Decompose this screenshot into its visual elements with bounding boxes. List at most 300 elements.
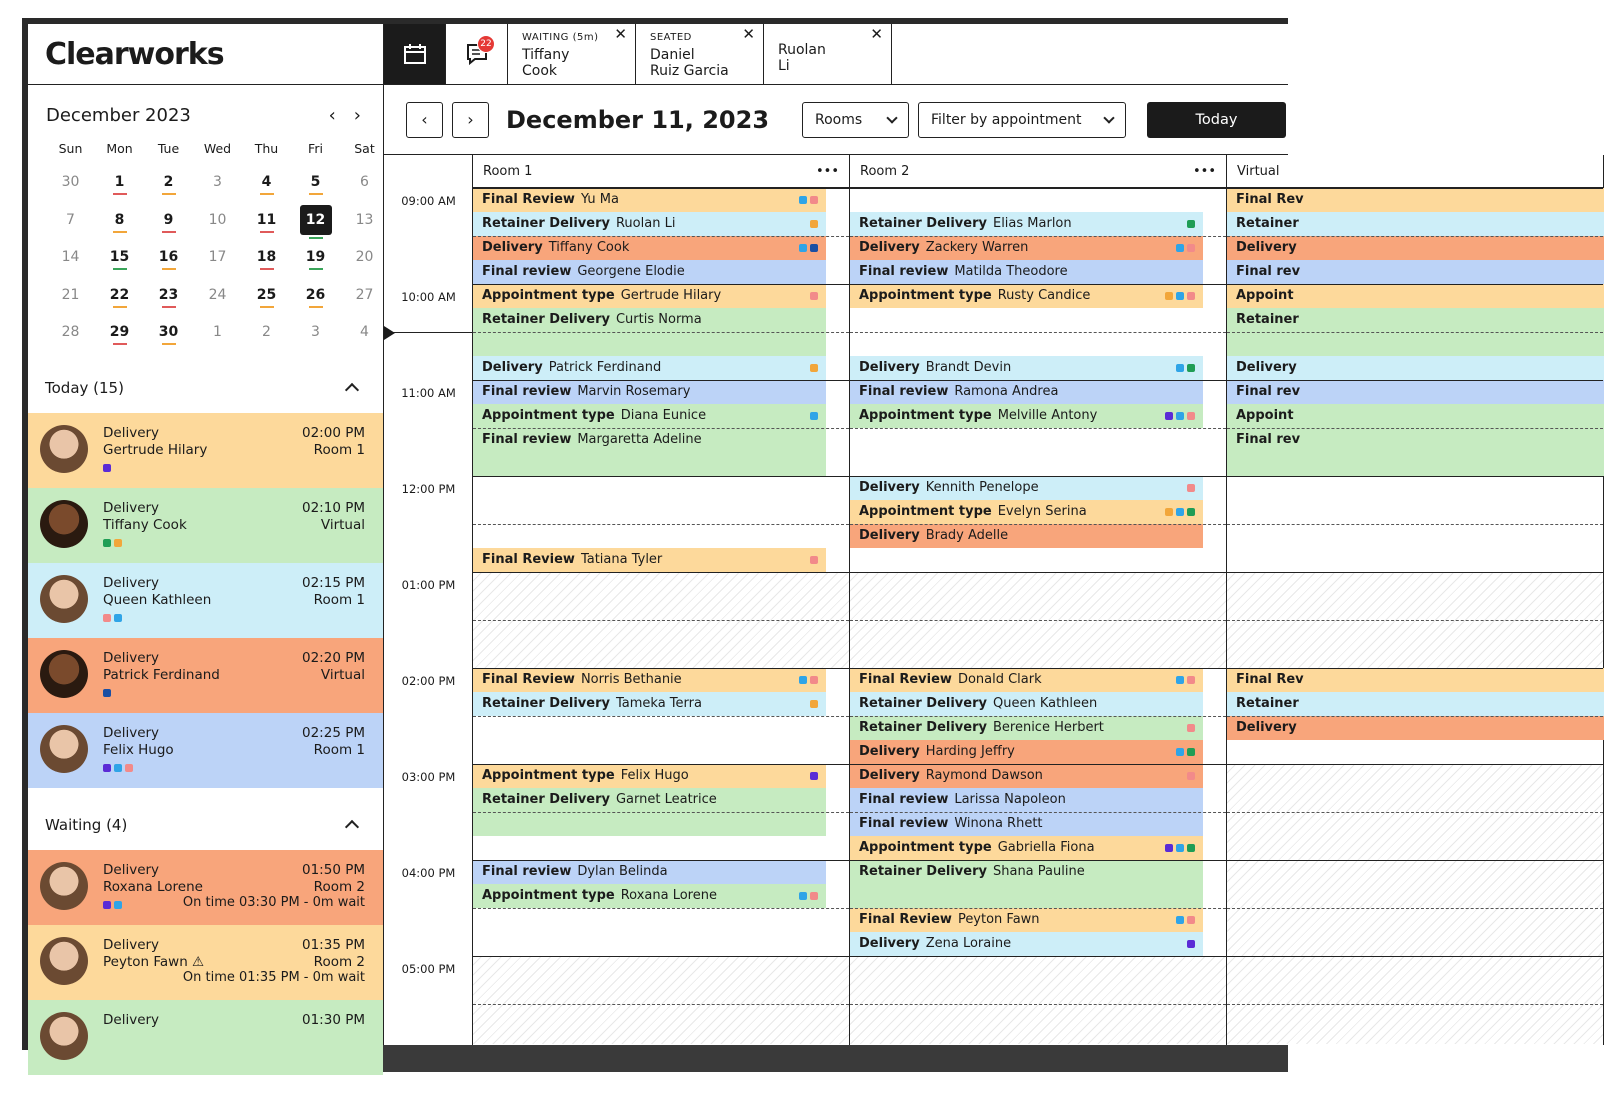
today-section-header[interactable] (28, 363, 383, 413)
appointment-patient: Matilda Theodore (954, 264, 1068, 279)
appointment-type: Final rev (1236, 384, 1301, 399)
calendar-day[interactable] (144, 205, 193, 243)
brand-logo: Clearworks (28, 24, 383, 85)
hour-line (1227, 572, 1603, 573)
appointment-block[interactable] (850, 740, 1203, 764)
appointment-block[interactable] (850, 788, 1203, 812)
calendar-day[interactable] (242, 242, 291, 280)
calendar-day[interactable] (193, 167, 242, 205)
appointment-block[interactable] (473, 380, 826, 404)
calendar-day[interactable] (193, 317, 242, 355)
calendar-day[interactable] (144, 280, 193, 318)
tag-dot (799, 196, 807, 204)
appointment-block[interactable] (1227, 284, 1604, 308)
appointment-block[interactable] (850, 236, 1203, 260)
patient-name: Queen Kathleen (103, 591, 212, 608)
appointment-block[interactable] (850, 836, 1203, 860)
calendar-day-selected[interactable] (291, 205, 340, 243)
prev-day-button[interactable]: ‹ (406, 102, 443, 138)
calendar-day-number: 22 (109, 286, 130, 303)
appointment-block[interactable] (850, 812, 1203, 836)
calendar-day[interactable] (291, 167, 340, 205)
appointment-type: Delivery (859, 768, 920, 783)
day-indicator (162, 193, 176, 195)
more-icon[interactable]: ••• (815, 163, 839, 179)
day-indicator (260, 193, 274, 195)
hour-line (473, 956, 849, 957)
tag-dots (1187, 940, 1195, 948)
calendar-day[interactable] (242, 280, 291, 318)
appointment-block[interactable] (473, 404, 826, 428)
day-indicator (162, 268, 176, 270)
tag-dot (1187, 748, 1195, 756)
day-of-week-label: Mon (106, 141, 133, 156)
appointment-type: Delivery (859, 240, 920, 255)
calendar-day-number: 21 (61, 286, 80, 303)
appointment-block[interactable] (1227, 236, 1604, 260)
patient-tab[interactable] (636, 24, 764, 84)
hour-line (1227, 476, 1603, 477)
today-button[interactable]: Today (1147, 102, 1286, 138)
rooms-select[interactable] (802, 102, 909, 138)
appointment-block[interactable] (850, 716, 1203, 740)
tab-name-line1: Ruolan (778, 42, 826, 58)
avatar (40, 725, 88, 773)
chevron-up-icon[interactable] (345, 383, 359, 397)
hour-line (1227, 284, 1603, 285)
half-hour-line (850, 716, 1226, 717)
half-hour-line (850, 1004, 1226, 1005)
day-indicator (260, 268, 274, 270)
close-icon[interactable]: ✕ (614, 25, 627, 43)
appointment-type: Final review (859, 384, 949, 399)
day-indicator (162, 343, 176, 345)
appointment-block[interactable] (850, 260, 1203, 284)
appointment-patient: Brady Adelle (925, 528, 1009, 543)
appointment-block[interactable] (850, 764, 1203, 788)
appointment-card[interactable] (28, 488, 383, 563)
appointment-patient: Shana Pauline (992, 864, 1085, 879)
hour-line (473, 188, 849, 189)
tag-dot (810, 772, 818, 780)
appointment-meta (302, 1012, 365, 1029)
chevron-up-icon[interactable] (345, 820, 359, 834)
calendar-day[interactable] (242, 317, 291, 355)
appointment-block[interactable] (850, 860, 1203, 908)
appointment-type: Appointment type (859, 504, 992, 519)
calendar-day[interactable] (46, 317, 95, 355)
patient-tab[interactable] (508, 24, 636, 84)
half-hour-line (1227, 1004, 1603, 1005)
day-indicator (309, 193, 323, 195)
half-hour-line (1227, 908, 1603, 909)
appointment-block[interactable] (473, 548, 826, 572)
appointment-type: Retainer (1236, 312, 1299, 327)
appointment-patient: Melville Antony (997, 408, 1098, 423)
appointment-block[interactable] (473, 356, 826, 380)
half-hour-line (473, 812, 849, 813)
appointment-block[interactable] (850, 356, 1203, 380)
appointment-block[interactable] (850, 284, 1203, 308)
tag-dot (810, 292, 818, 300)
tag-dots (799, 196, 818, 204)
time-label: 01:00 PM (401, 578, 456, 592)
avatar (40, 937, 88, 985)
day-of-week-label: Thu (254, 141, 279, 156)
mini-calendar (28, 85, 383, 355)
appointment-card[interactable] (28, 563, 383, 638)
tag-dots (810, 364, 818, 372)
close-icon[interactable]: ✕ (742, 25, 755, 43)
room-name: Room 2 (860, 163, 910, 179)
calendar-view-button[interactable] (384, 24, 446, 84)
tab-name-line1: Daniel (650, 47, 695, 63)
appointment-block[interactable] (473, 692, 826, 716)
tag-dots (1165, 508, 1195, 516)
appointment-room: Room 1 (313, 741, 365, 758)
calendar-day-number: 8 (114, 211, 125, 228)
appointment-type: Delivery (1236, 720, 1297, 735)
time-label: 03:00 PM (401, 770, 456, 784)
appointment-room: Room 1 (313, 441, 365, 458)
tag-dot (103, 614, 111, 622)
patient-tab[interactable] (764, 24, 892, 84)
day-indicator (113, 268, 127, 270)
calendar-day[interactable] (291, 317, 340, 355)
calendar-day[interactable] (291, 280, 340, 318)
tag-dots (799, 244, 818, 252)
appointment-meta (302, 725, 365, 759)
appointment-patient: Brandt Devin (925, 360, 1012, 375)
tag-dot (103, 539, 111, 547)
appointment-block[interactable] (1227, 212, 1604, 236)
appointment-time: 02:15 PM (302, 574, 365, 591)
appointment-block[interactable] (850, 212, 1203, 236)
tag-dot (810, 892, 818, 900)
appointment-block[interactable] (473, 860, 826, 884)
mini-calendar-next-button[interactable]: › (353, 104, 361, 126)
calendar-day[interactable] (291, 242, 340, 280)
appointment-block[interactable] (473, 428, 826, 476)
appointment-time: 02:25 PM (302, 724, 365, 741)
waiting-section-header[interactable] (28, 800, 383, 850)
calendar-day-number: 18 (256, 249, 277, 265)
filter-appointment-select[interactable] (918, 102, 1126, 138)
tag-dot (1187, 292, 1195, 300)
appointment-block[interactable] (473, 284, 826, 308)
tag-dots (103, 689, 302, 697)
calendar-day-number: 30 (61, 174, 80, 190)
calendar-day[interactable] (95, 242, 144, 280)
tag-dot (1187, 844, 1195, 852)
appointment-block[interactable] (1227, 404, 1604, 428)
calendar-day[interactable] (95, 280, 144, 318)
hour-line (473, 572, 849, 573)
half-hour-line (473, 716, 849, 717)
calendar-day-number: 4 (360, 324, 369, 340)
tag-dot (114, 901, 122, 909)
appointment-card[interactable] (28, 713, 383, 788)
appointment-block[interactable] (473, 188, 826, 212)
day-indicator (162, 231, 176, 233)
calendar-day-number: 4 (261, 174, 272, 190)
appointment-patient: Winona Rhett (954, 816, 1043, 831)
day-indicator (113, 231, 127, 233)
appointment-patient: Larissa Napoleon (954, 792, 1066, 807)
tag-dot (1187, 364, 1195, 372)
appointment-block[interactable] (473, 212, 826, 236)
hour-line (473, 860, 849, 861)
messages-button[interactable] (446, 24, 508, 84)
next-day-button[interactable]: › (452, 102, 489, 138)
day-of-week-label: Sat (354, 141, 375, 156)
tag-dot (1176, 292, 1184, 300)
appointment-block[interactable] (1227, 428, 1604, 476)
appointment-info (103, 425, 302, 472)
appointment-patient: Elias Marlon (992, 216, 1072, 231)
tag-dot (810, 700, 818, 708)
appointment-type: Final Review (482, 192, 575, 207)
appointment-time: 01:50 PM (302, 861, 365, 878)
patient-name: Felix Hugo (103, 741, 174, 758)
close-icon[interactable]: ✕ (870, 25, 883, 43)
calendar-day[interactable] (193, 242, 242, 280)
calendar-day[interactable] (46, 167, 95, 205)
half-hour-line (850, 812, 1226, 813)
calendar-day[interactable] (46, 205, 95, 243)
hour-line (1227, 956, 1603, 957)
appointment-block[interactable] (850, 932, 1203, 956)
tag-dot (810, 244, 818, 252)
hour-line (473, 476, 849, 477)
hour-line (1227, 188, 1603, 189)
tag-dots (810, 220, 818, 228)
appointment-patient: Peyton Fawn (957, 912, 1040, 927)
current-time-marker (384, 326, 395, 340)
day-indicator (113, 343, 127, 345)
day-of-week-label: Sun (58, 141, 83, 156)
appointment-type: Retainer Delivery (859, 216, 987, 231)
appointment-type: Appointment type (482, 408, 615, 423)
calendar-day[interactable] (144, 317, 193, 355)
appointment-block[interactable] (473, 668, 826, 692)
hour-line (850, 284, 1226, 285)
calendar-day-number: 19 (305, 249, 326, 265)
day-of-week-label: Tue (157, 141, 180, 156)
room-name: Room 1 (483, 163, 533, 179)
room-header (850, 155, 1226, 188)
calendar-day[interactable] (95, 317, 144, 355)
time-label: 09:00 AM (401, 194, 456, 208)
appointment-block[interactable] (1227, 356, 1604, 380)
appointment-card[interactable] (28, 638, 383, 713)
appointment-block[interactable] (850, 404, 1203, 428)
today-list (28, 413, 383, 788)
more-icon[interactable]: ••• (1192, 163, 1216, 179)
appointment-type: Final Review (482, 672, 575, 687)
appointment-block[interactable] (850, 692, 1203, 716)
calendar-day[interactable] (95, 167, 144, 205)
half-hour-line (850, 236, 1226, 237)
calendar-day-number: 3 (311, 324, 320, 340)
appointment-meta (302, 575, 365, 609)
appointment-block[interactable] (1227, 692, 1604, 716)
calendar-day-number: 9 (163, 211, 174, 228)
appointment-block[interactable] (850, 908, 1203, 932)
avatar (40, 862, 88, 910)
appointment-type: Retainer (1236, 216, 1299, 231)
tag-dots (103, 539, 302, 547)
appointment-patient: Patrick Ferdinand (548, 360, 662, 375)
patient-tabs (508, 24, 892, 84)
calendar-day-number: 1 (213, 324, 222, 340)
tab-name-line2: Ruiz Garcia (650, 63, 729, 79)
tag-dots (1176, 916, 1195, 924)
hour-line (1227, 668, 1603, 669)
calendar-day-number: 13 (355, 211, 374, 228)
tag-dots (1165, 844, 1195, 852)
appointment-block[interactable] (473, 764, 826, 788)
calendar-icon (403, 43, 427, 65)
appointment-patient: Yu Ma (580, 192, 619, 207)
appointment-block[interactable] (850, 668, 1203, 692)
appointment-type: Retainer Delivery (859, 720, 987, 735)
appointment-type: Final review (859, 264, 949, 279)
appointment-block[interactable] (1227, 716, 1604, 740)
appointment-block[interactable] (850, 500, 1203, 524)
tab-status: SEATED (650, 32, 692, 43)
appointment-block[interactable] (850, 476, 1203, 500)
day-indicator (309, 237, 323, 239)
appointment-room: Room 2 (313, 878, 365, 895)
calendar-day[interactable] (340, 317, 389, 355)
appointment-block[interactable] (850, 380, 1203, 404)
appointment-type: Final review (482, 264, 572, 279)
appointment-card[interactable] (28, 1000, 383, 1075)
waiting-section-title: Waiting (4) (45, 815, 128, 834)
calendar-day[interactable] (95, 205, 144, 243)
tag-dot (1176, 844, 1184, 852)
tag-dot (1176, 244, 1184, 252)
tag-dot (810, 196, 818, 204)
room-column (850, 155, 1227, 1045)
tag-dots (103, 614, 302, 622)
calendar-day[interactable] (193, 205, 242, 243)
hour-line (1227, 860, 1603, 861)
appointment-patient: Tameka Terra (615, 696, 702, 711)
appointment-patient: Evelyn Serina (997, 504, 1087, 519)
appointment-room: Virtual (320, 516, 365, 533)
calendar-day[interactable] (46, 242, 95, 280)
tag-dot (1187, 916, 1195, 924)
appointment-card[interactable] (28, 413, 383, 488)
tag-dots (810, 556, 818, 564)
tag-dot (810, 412, 818, 420)
appointment-time: 02:00 PM (302, 424, 365, 441)
appointment-type: Appoint (1236, 408, 1294, 423)
appointment-patient: Margaretta Adeline (577, 432, 702, 447)
tag-dot (1176, 412, 1184, 420)
tag-dot (1176, 364, 1184, 372)
appointment-info (103, 500, 302, 547)
room-column (1227, 155, 1604, 1045)
half-hour-line (850, 332, 1226, 333)
appointment-type: Final rev (1236, 264, 1301, 279)
calendar-day[interactable] (46, 280, 95, 318)
half-hour-line (473, 620, 849, 621)
appointment-type: Delivery (103, 499, 160, 516)
calendar-day[interactable] (242, 205, 291, 243)
avatar (40, 425, 88, 473)
room-header (1227, 155, 1603, 188)
appointment-patient: Georgene Elodie (577, 264, 685, 279)
tag-dots (810, 412, 818, 420)
mini-calendar-prev-button[interactable]: ‹ (328, 104, 336, 126)
hour-line (850, 956, 1226, 957)
appointment-block[interactable] (850, 524, 1203, 548)
appointment-info (103, 575, 302, 622)
appointment-block[interactable] (473, 260, 826, 284)
appointment-type: Final Rev (1236, 192, 1304, 207)
appointment-patient: Curtis Norma (615, 312, 702, 327)
unavailable-block (850, 956, 1226, 1044)
calendar-day-number: 10 (208, 211, 227, 228)
calendar-day-number: 17 (208, 249, 227, 265)
calendar-day[interactable] (340, 280, 389, 318)
appointment-block[interactable] (1227, 668, 1604, 692)
half-hour-line (473, 908, 849, 909)
calendar-day[interactable] (340, 205, 389, 243)
appointment-card[interactable] (28, 850, 383, 925)
app-window (28, 24, 1304, 1045)
calendar-day-number: 6 (360, 174, 369, 190)
calendar-day[interactable] (340, 242, 389, 280)
top-tab-bar (384, 24, 1288, 85)
appointment-block[interactable] (473, 884, 826, 908)
appointment-block[interactable] (1227, 260, 1604, 284)
appointment-meta (302, 862, 365, 896)
appointment-card[interactable] (28, 925, 383, 1000)
appointment-block[interactable] (1227, 188, 1604, 212)
calendar-day[interactable] (340, 167, 389, 205)
calendar-day-number: 11 (256, 211, 277, 228)
calendar-day[interactable] (242, 167, 291, 205)
tag-dots (1187, 772, 1195, 780)
half-hour-line (850, 908, 1226, 909)
tag-dots (1165, 412, 1195, 420)
tag-dot (1165, 412, 1173, 420)
calendar-day[interactable] (193, 280, 242, 318)
appointment-time: 02:20 PM (302, 649, 365, 666)
appointment-block[interactable] (1227, 380, 1604, 404)
tag-dots (799, 676, 818, 684)
tag-dot (810, 364, 818, 372)
calendar-day-number: 12 (300, 205, 332, 235)
calendar-day[interactable] (144, 167, 193, 205)
calendar-day[interactable] (144, 242, 193, 280)
half-hour-line (1227, 428, 1603, 429)
calendar-day-number: 15 (109, 249, 130, 265)
tag-dot (103, 464, 111, 472)
tag-dot (1165, 508, 1173, 516)
appointment-meta (302, 425, 365, 459)
mini-calendar-grid (46, 139, 375, 355)
tag-dots (103, 764, 302, 772)
tag-dot (810, 676, 818, 684)
appointment-block[interactable] (473, 236, 826, 260)
appointment-patient: Harding Jeffry (925, 744, 1015, 759)
half-hour-line (850, 524, 1226, 525)
